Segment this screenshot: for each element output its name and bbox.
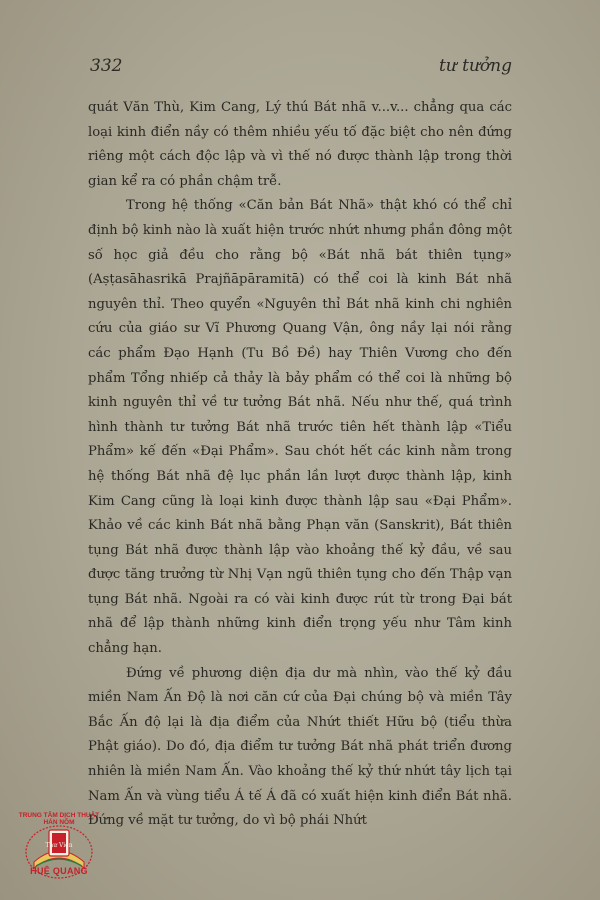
paragraph-3: Đứng về phương diện địa dư mà nhìn, vào thế kỷ đầu miền Nam Ấn Độ là nơi căn cứ của Đại chúng bộ và miền Tây Bắc Ấn độ lại là địa điểm của Nhứt thiết Hữu bộ (tiểu thừa Phật giáo). Do đó, địa điểm tư tưởng Bát nhã phát triển đương nhiên là miền Nam Ấn. Vào khoảng thế kỷ thứ nhứt tây lịch tại Nam Ấn và vùng tiểu Á tế Á đã có xuất hiện kinh điển Bát nhã. Đứng về mặt tư tưởng, do vì bộ phái Nhứt: [88, 665, 512, 829]
body-text: [88, 96, 512, 834]
logo-caption: HUỆ QUANG: [30, 866, 88, 876]
paragraph-1: quát Văn Thù, Kim Cang, Lý thú Bát nhã v...v... chẳng qua các loại kinh điển nầy có thêm nhiều yếu tố đặc biệt cho nên đứng riêng một cách độc lập và vì thế nó được thành lập trong thời gian kể ra có phần chậm trễ.: [88, 100, 512, 189]
seal-text: Thư Viện: [45, 842, 73, 849]
paragraph-2: Trong hệ thống «Căn bản Bát Nhã» thật khó có thể chỉ định bộ kinh nào là xuất hiện trước nhứt nhưng phần đông một số học giả đều cho rằng bộ «Bát nhã bát thiên tụng» (Aṣṭasāhasrikā Prajñāpāramitā) có thể coi là kinh Bát nhã nguyên thỉ. Theo quyển «Nguyên thỉ Bát nhã kinh chi nghiên cứu của giáo sư Vĩ Phương Quang Vận, ông nầy lại nói rằng các phẩm Đạo Hạnh (Tu Bồ Đề) hay Thiên Vương cho đến phẩm Tổng nhiếp cả thảy là bảy phẩm có thể coi là những bộ kinh nguyên thỉ về tư tưởng Bát nhã. Nếu như thế, quá trình hình thành tư tưởng Bát nhã trước tiên hết thành lập «Tiểu Phẩm» kế đến «Đại Phẩm». Sau chót hết các kinh nằm trong hệ thống Bát nhã đệ lục phần lần lượt được thành lập, kinh Kim Cang cũng là loại kinh được thành lập sau «Đại Phẩm». Khảo về các kinh Bát nhã bằng Phạn văn (Sanskrit), Bát thiên tụng Bát nhã được thành lập vào khoảng thế kỷ đầu, về sau được tăng trưởng từ Nhị Vạn ngũ thiên tụng cho đến Thập vạn tụng Bát nhã. Ngoài ra có vài kinh được rút từ trong Đại bát nhã để lập thành những kinh điển trọng yếu như Tâm kinh chẳng hạn.: [88, 198, 512, 657]
page-header: [90, 56, 512, 82]
logo-ring-text: TRUNG TÂM DỊCH THUẬT HÁN NÔM: [18, 812, 100, 826]
running-head: tư tưởng: [438, 56, 512, 76]
page-number: 332: [90, 56, 123, 76]
